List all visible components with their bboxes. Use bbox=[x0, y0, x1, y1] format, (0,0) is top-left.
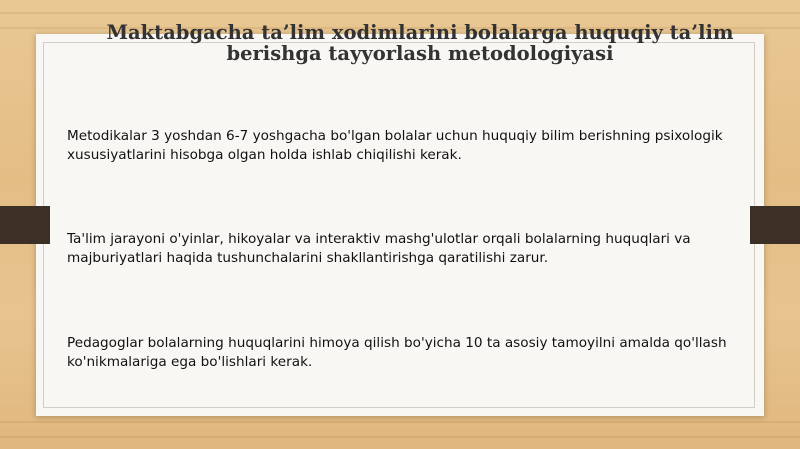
wood-grain bbox=[0, 436, 800, 438]
wood-grain bbox=[0, 12, 800, 14]
wood-grain bbox=[0, 421, 800, 423]
paragraph-learning-process: Ta'lim jarayoni o'yinlar, hikoyalar va interaktiv mashg'ulotlar orqali bolalarning huquqlari va majburiyatlari haqida tushunchalarini shakllantirishga qaratilishi zarur. bbox=[67, 231, 691, 266]
left-side-tab bbox=[0, 206, 50, 244]
slide-title: Maktabgacha ta’lim xodimlarini bolalarga huquqiy ta’lim berishga tayyorlash metodologiyasi bbox=[106, 21, 734, 65]
paragraph-methodology: Metodikalar 3 yoshdan 6-7 yoshgacha bo'lgan bolalar uchun huquqiy bilim berishning psixologik xususiyatlarini hisobga olgan holda ishlab chiqilishi kerak. bbox=[67, 128, 723, 163]
paragraph-pedagogue-skills: Pedagoglar bolalarning huquqlarini himoya qilish bo'yicha 10 ta asosiy tamoyilni amalda qo'llash ko'nikmalariga ega bo'lishlari kerak. bbox=[67, 335, 727, 370]
